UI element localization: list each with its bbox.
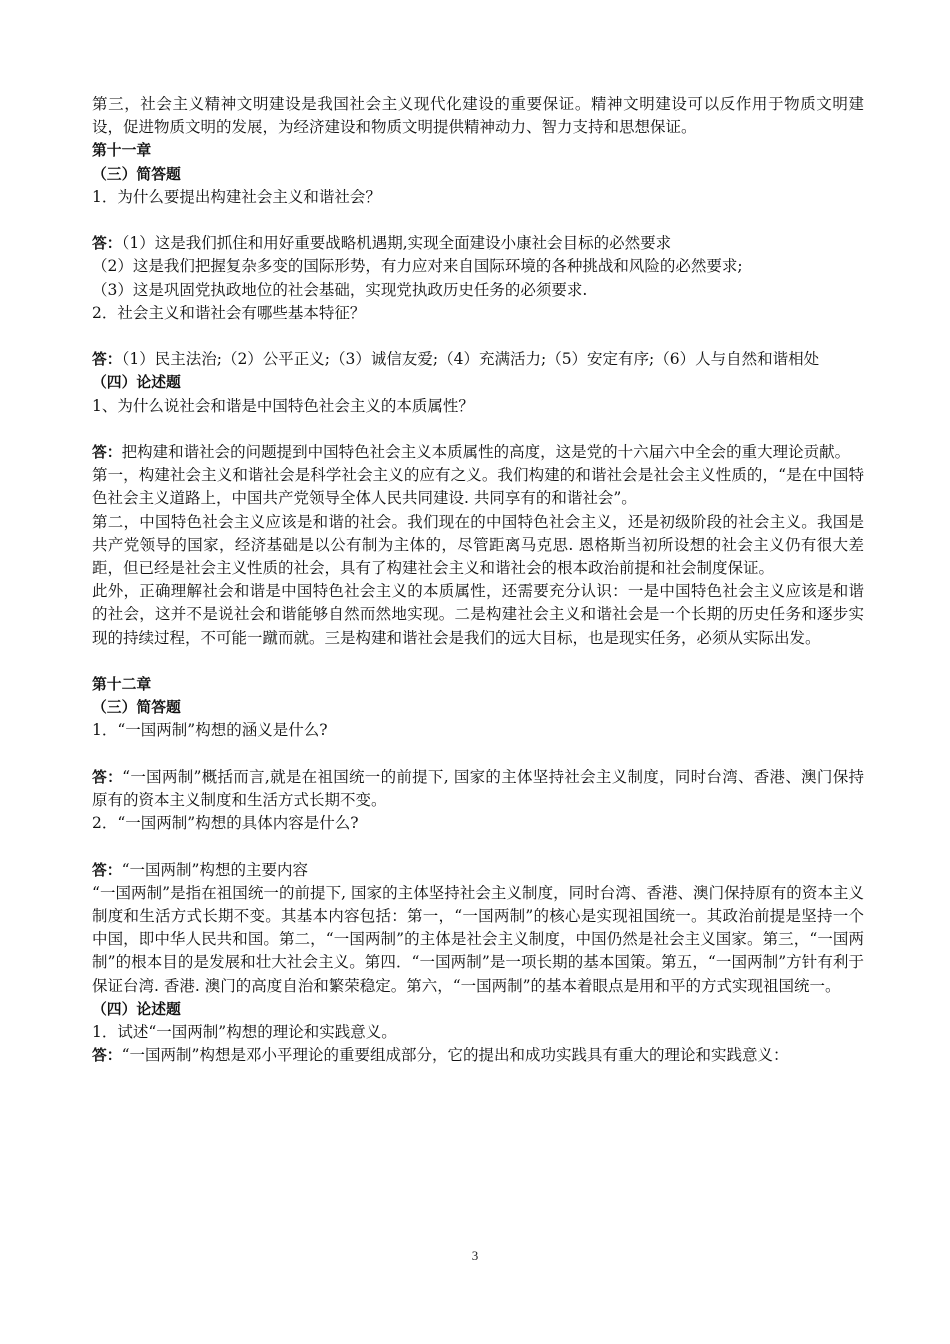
answer-label: 答：: [92, 235, 122, 253]
section-heading: （三）简答题: [92, 165, 181, 183]
paragraph: （3）这是巩固党执政地位的社会基础，实现党执政历史任务的必须要求.: [92, 280, 588, 299]
answer-text: “一国两制”构想的主要内容: [121, 860, 308, 879]
page-number: 3: [471, 1248, 479, 1263]
answer-paragraph: [92, 766, 864, 812]
paragraph: 此外，正确理解社会和谐是中国特色社会主义的本质属性，还需要充分认识：一是中国特色社会主义应该是和谐的社会，这并不是说社会和谐能够自然而然地实现。二是构建社会主义和谐社会是一个长期的历史任务和逐步实现的持续过程，不可能一蹴而就。三是构建和谐社会是我们的远大目标，也是现实任务，必须从实际出发。: [92, 582, 864, 647]
paragraph: （2）这是我们把握复杂多变的国际形势，有力应对来自国际环境的各种挑战和风险的必然要求;: [92, 257, 743, 276]
answer-paragraph: [92, 232, 864, 255]
answer-text: “一国两制”概括而言,就是在祖国统一的前提下, 国家的主体坚持社会主义制度，同时台湾、香港、澳门保持原有的资本主义制度和生活方式长期不变。: [92, 767, 864, 810]
blank-line: [92, 650, 864, 673]
answer-paragraph: [92, 441, 864, 464]
answer-label: 答：: [92, 444, 122, 461]
answer-paragraph: [92, 348, 864, 371]
blank-line: [92, 209, 864, 232]
blank-line: [92, 835, 864, 858]
paragraph: 2．“一国两制”构想的具体内容是什么?: [92, 814, 359, 833]
paragraph: “一国两制”是指在祖国统一的前提下, 国家的主体坚持社会主义制度，同时台湾、香港、澳门保持原有的资本主义制度和生活方式长期不变。其基本内容包括：第一，“一国两制”的核心是实现祖国统一。其政治前提是坚持一个中国，即中华人民共和国。第二，“一国两制”的主体是社会主义制度，中国仍然是社会主义国家。第三，“一国两制”的根本目的是发展和壮大社会主义。第四．“一国两制”是一项长期的基本国策。第五，“一国两制”方针有利于保证台湾. 香港. 澳门的高度自治和繁荣稳定。第六，“一国两制”的基本着眼点是用和平的方式实现祖国统一。: [92, 883, 864, 995]
paragraph: 1．为什么要提出构建社会主义和谐社会？: [92, 187, 381, 206]
answer-text: （1）民主法治;（2）公平正义;（3）诚信友爱;（4）充满活力;（5）安定有序;（6）人与自然和谐相处: [121, 350, 820, 369]
paragraph: 1．试述“一国两制”构想的理论和实践意义。: [92, 1023, 397, 1042]
document-page: [92, 93, 864, 1067]
section-heading: （四）论述题: [92, 1000, 181, 1018]
paragraph: 1、为什么说社会和谐是中国特色社会主义的本质属性？: [92, 396, 474, 415]
answer-text: 把构建和谐社会的问题提到中国特色社会主义本质属性的高度，这是党的十六届六中全会的重大理论贡献。: [121, 443, 851, 461]
paragraph: 1．“一国两制”构想的涵义是什么?: [92, 721, 328, 740]
answer-label: 答：: [92, 768, 123, 786]
section-heading: （三）简答题: [92, 699, 181, 717]
answer-text: “一国两制”构想是邓小平理论的重要组成部分，它的提出和成功实践具有重大的理论和实践意义：: [121, 1046, 789, 1065]
blank-line: [92, 743, 864, 766]
answer-label: 答：: [92, 861, 122, 879]
section-heading: （四）论述题: [92, 374, 181, 392]
answer-paragraph: [92, 1044, 864, 1067]
answer-text: （1）这是我们抓住和用好重要战略机遇期,实现全面建设小康社会目标的必然要求: [121, 234, 672, 253]
blank-line: [92, 418, 864, 441]
blank-line: [92, 325, 864, 348]
paragraph: 第二，中国特色社会主义应该是和谐的社会。我们现在的中国特色社会主义，还是初级阶段的社会主义。我国是共产党领导的国家，经济基础是以公有制为主体的，尽管距离马克思. 恩格斯当初所设想的社会主义仍有很大差距，但已经是社会主义性质的社会，具有了构建社会主义和谐社会的根本政治前提和社会制度保证。: [92, 512, 864, 578]
section-heading: 第十一章: [92, 142, 152, 160]
paragraph: 第一，构建社会主义和谐社会是科学社会主义的应有之义。我们构建的和谐社会是社会主义性质的，“是在中国特色社会主义道路上，中国共产党领导全体人民共同建设. 共同享有的和谐社会”。: [92, 466, 864, 508]
answer-label: 答：: [92, 1047, 122, 1065]
paragraph: 第三，社会主义精神文明建设是我国社会主义现代化建设的重要保证。精神文明建设可以反作用于物质文明建设，促进物质文明的发展，为经济建设和物质文明提供精神动力、智力支持和思想保证。: [92, 95, 864, 137]
section-heading: 第十二章: [92, 676, 152, 694]
paragraph: 2．社会主义和谐社会有哪些基本特征？: [92, 303, 366, 322]
answer-label: 答：: [92, 351, 122, 369]
answer-paragraph: [92, 859, 864, 882]
